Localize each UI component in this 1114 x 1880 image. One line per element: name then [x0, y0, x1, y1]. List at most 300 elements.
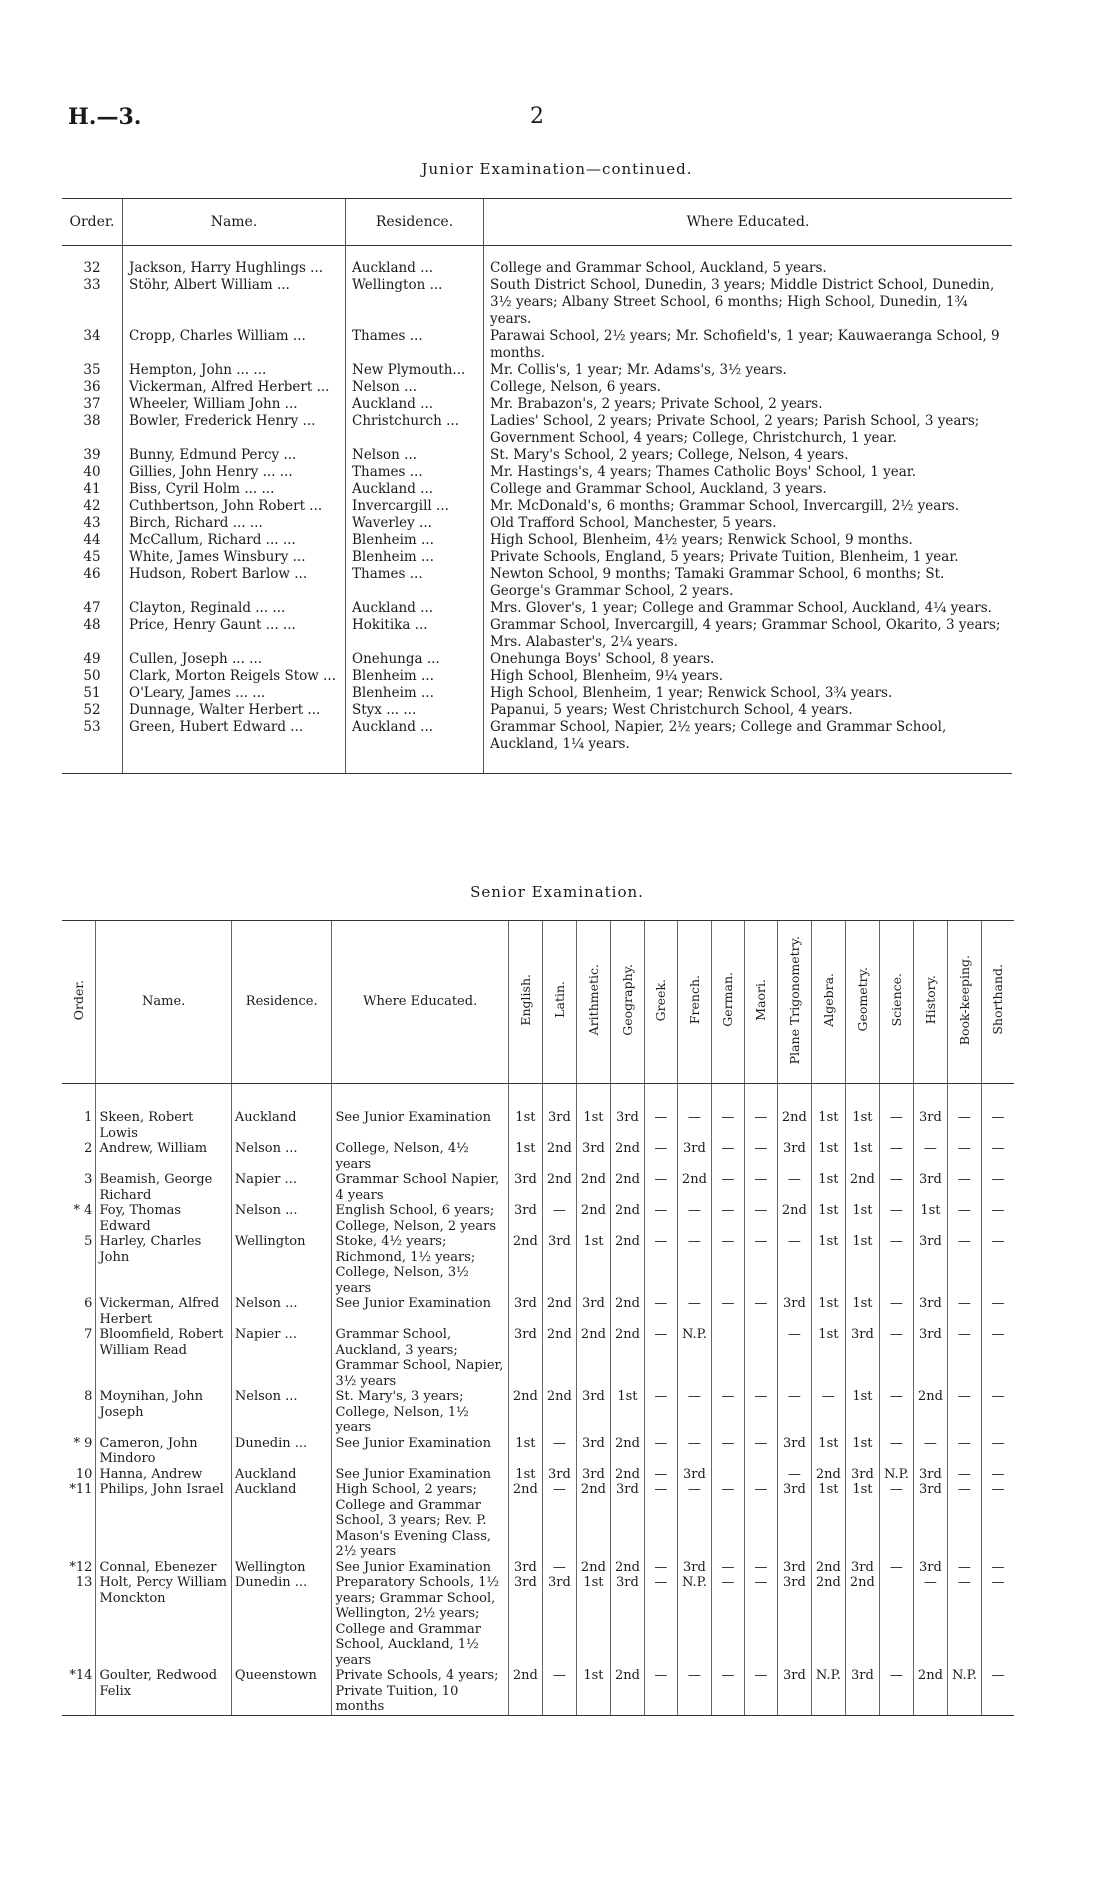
order-cell: 6: [84, 1296, 93, 1311]
educated-cell: Parawai School, 2½ years; Mr. Schofield's, 1 year; Kauwaeranga School, 9 months.: [484, 328, 1013, 362]
educated-cell: High School, 2 years; College and Grammar School, 3 years; Rev. P. Mason's Evening Class, 2½ years: [332, 1482, 508, 1560]
page-number: 2: [530, 104, 544, 129]
subject-label: Greek.: [653, 978, 669, 1021]
grade-cell: 3rd: [508, 1575, 542, 1668]
col-subject: [610, 921, 644, 1084]
order-cell: 46: [83, 566, 101, 582]
subject-label: Maori.: [753, 978, 769, 1021]
grade-cell: —: [711, 1141, 744, 1172]
order-cell: 45: [83, 549, 101, 565]
grade-cell: —: [744, 1234, 777, 1296]
educated-cell: High School, Blenheim, 4½ years; Renwick School, 9 months.: [484, 532, 1013, 549]
table-row: [62, 498, 1012, 515]
name-cell: Biss, Cyril Holm ... ...: [123, 481, 346, 498]
educated-cell: South District School, Dunedin, 3 years; Middle District School, Dunedin, 3½ years; Albany Street School, 6 months; High School, Dunedin, 1¾ years.: [484, 277, 1013, 328]
grade-cell: —: [711, 1482, 744, 1560]
grade-cell: 1st: [811, 1203, 845, 1234]
table-row: [62, 464, 1012, 481]
grade-cell: 3rd: [777, 1575, 811, 1668]
grade-cell: —: [981, 1172, 1014, 1203]
subject-label: French.: [686, 975, 702, 1025]
grade-cell: [879, 1575, 913, 1668]
subject-label: Shorthand.: [990, 964, 1006, 1036]
grade-cell: 3rd: [777, 1668, 811, 1715]
grade-cell: [744, 1327, 777, 1389]
grade-cell: —: [644, 1467, 677, 1483]
subject-label: Algebra.: [820, 972, 836, 1027]
grade-cell: —: [542, 1560, 576, 1576]
grade-cell: 2nd: [913, 1389, 947, 1436]
grade-cell: —: [744, 1482, 777, 1560]
name-cell: Wheeler, William John ...: [123, 396, 346, 413]
grade-cell: 1st: [845, 1203, 879, 1234]
residence-cell: Nelson ...: [346, 447, 484, 464]
educated-cell: Ladies' School, 2 years; Private School, 2 years; Parish School, 3 years; Government School, 4 years; College, Christchurch, 1 year.: [484, 413, 1013, 447]
name-cell: Cropp, Charles William ...: [123, 328, 346, 362]
order-cell: * 9: [73, 1435, 93, 1451]
col-subject: [913, 921, 947, 1084]
col-name: Name.: [96, 921, 231, 1084]
subject-label: Plane Trigonometry.: [786, 935, 802, 1064]
residence-cell: Auckland: [231, 1467, 332, 1483]
table-row: [62, 1467, 1014, 1483]
grade-cell: —: [711, 1389, 744, 1436]
grade-cell: [711, 1467, 744, 1483]
grade-cell: 1st: [845, 1110, 879, 1141]
order-cell: *12: [69, 1559, 93, 1575]
residence-cell: Thames ...: [346, 464, 484, 481]
grade-cell: 3rd: [845, 1668, 879, 1715]
grade-cell: 3rd: [845, 1467, 879, 1483]
grade-cell: 2nd: [542, 1389, 576, 1436]
grade-cell: 2nd: [576, 1560, 610, 1576]
grade-cell: 2nd: [610, 1141, 644, 1172]
table-row: [62, 566, 1012, 600]
name-cell: Hudson, Robert Barlow ...: [123, 566, 346, 600]
order-cell: 35: [83, 362, 101, 378]
grade-cell: —: [981, 1296, 1014, 1327]
grade-cell: —: [981, 1668, 1014, 1715]
grade-cell: —: [744, 1296, 777, 1327]
educated-cell: Grammar School, Auckland, 3 years; Grammar School, Napier, 3½ years: [332, 1327, 508, 1389]
residence-cell: Thames ...: [346, 328, 484, 362]
residence-cell: Nelson ...: [231, 1141, 332, 1172]
table-row: [62, 532, 1012, 549]
table-row: [62, 1389, 1014, 1436]
order-cell: 42: [83, 498, 101, 514]
grade-cell: —: [879, 1668, 913, 1715]
grade-cell: 1st: [845, 1141, 879, 1172]
grade-cell: 1st: [576, 1110, 610, 1141]
grade-cell: 3rd: [677, 1141, 711, 1172]
residence-cell: Nelson ...: [231, 1389, 332, 1436]
name-cell: Bowler, Frederick Henry ...: [123, 413, 346, 447]
grade-cell: —: [947, 1575, 981, 1668]
residence-cell: Auckland: [231, 1482, 332, 1560]
grade-cell: 3rd: [576, 1467, 610, 1483]
grade-cell: 1st: [508, 1110, 542, 1141]
educated-cell: See Junior Examination: [332, 1560, 508, 1576]
junior-table-body: [62, 246, 1012, 774]
grade-cell: 2nd: [777, 1203, 811, 1234]
name-cell: Cullen, Joseph ... ...: [123, 651, 346, 668]
grade-cell: —: [777, 1327, 811, 1389]
grade-cell: —: [644, 1668, 677, 1715]
grade-cell: 2nd: [610, 1436, 644, 1467]
table-row: [62, 1172, 1014, 1203]
grade-cell: —: [947, 1436, 981, 1467]
grade-cell: N.P.: [947, 1668, 981, 1715]
educated-cell: Preparatory Schools, 1½ years; Grammar School, Wellington, 2½ years; College and Grammar School, Auckland, 1½ years: [332, 1575, 508, 1668]
grade-cell: —: [677, 1436, 711, 1467]
residence-cell: Wellington: [231, 1234, 332, 1296]
educated-cell: Mr. Brabazon's, 2 years; Private School, 2 years.: [484, 396, 1013, 413]
grade-cell: 2nd: [610, 1560, 644, 1576]
name-cell: Jackson, Harry Hughlings ...: [123, 260, 346, 277]
grade-cell: 2nd: [811, 1560, 845, 1576]
educated-cell: St. Mary's, 3 years; College, Nelson, 1½ years: [332, 1389, 508, 1436]
grade-cell: —: [913, 1141, 947, 1172]
name-cell: Harley, Charles John: [96, 1234, 231, 1296]
grade-cell: —: [542, 1668, 576, 1715]
grade-cell: 1st: [576, 1234, 610, 1296]
name-cell: Cameron, John Mindoro: [96, 1436, 231, 1467]
grade-cell: —: [981, 1141, 1014, 1172]
name-cell: Gillies, John Henry ... ...: [123, 464, 346, 481]
table-row: [62, 1296, 1014, 1327]
grade-cell: 2nd: [542, 1327, 576, 1389]
grade-cell: 2nd: [610, 1296, 644, 1327]
residence-cell: Blenheim ...: [346, 532, 484, 549]
order-cell: 7: [84, 1327, 93, 1342]
educated-cell: Old Trafford School, Manchester, 5 years.: [484, 515, 1013, 532]
name-cell: Philips, John Israel: [96, 1482, 231, 1560]
educated-cell: Stoke, 4½ years; Richmond, 1½ years; College, Nelson, 3½ years: [332, 1234, 508, 1296]
grade-cell: —: [677, 1668, 711, 1715]
educated-cell: Onehunga Boys' School, 8 years.: [484, 651, 1013, 668]
grade-cell: 1st: [576, 1668, 610, 1715]
grade-cell: [711, 1327, 744, 1389]
subject-label: Latin.: [551, 981, 567, 1019]
subject-label: Geography.: [619, 963, 635, 1036]
col-order: [62, 921, 96, 1084]
order-cell: * 4: [73, 1203, 93, 1218]
col-subject: [677, 921, 711, 1084]
grade-cell: —: [644, 1141, 677, 1172]
grade-cell: —: [947, 1110, 981, 1141]
order-cell: *11: [69, 1482, 93, 1497]
residence-cell: Blenheim ...: [346, 549, 484, 566]
table-row: [62, 362, 1012, 379]
grade-cell: 1st: [811, 1110, 845, 1141]
residence-cell: Queenstown: [231, 1668, 332, 1715]
subject-label: Book-keeping.: [956, 954, 972, 1045]
senior-exam-table: [62, 920, 1014, 1716]
subject-label: Arithmetic.: [585, 964, 601, 1036]
residence-cell: Hokitika ...: [346, 617, 484, 651]
grade-cell: —: [644, 1327, 677, 1389]
name-cell: Stöhr, Albert William ...: [123, 277, 346, 328]
grade-cell: —: [644, 1234, 677, 1296]
grade-cell: —: [981, 1436, 1014, 1467]
table-row: [62, 1203, 1014, 1234]
name-cell: Andrew, William: [96, 1141, 231, 1172]
grade-cell: —: [644, 1110, 677, 1141]
order-cell: 39: [83, 447, 101, 463]
educated-cell: High School, Blenheim, 9¼ years.: [484, 668, 1013, 685]
grade-cell: 2nd: [913, 1668, 947, 1715]
table-row: [62, 515, 1012, 532]
grade-cell: —: [981, 1482, 1014, 1560]
grade-cell: 2nd: [576, 1327, 610, 1389]
grade-cell: —: [644, 1296, 677, 1327]
table-row: [62, 1482, 1014, 1560]
grade-cell: 3rd: [542, 1110, 576, 1141]
educated-cell: Mr. McDonald's, 6 months; Grammar School, Invercargill, 2½ years.: [484, 498, 1013, 515]
table-row: [62, 651, 1012, 668]
grade-cell: —: [744, 1560, 777, 1576]
subject-label: German.: [720, 972, 736, 1028]
educated-cell: Papanui, 5 years; West Christchurch School, 4 years.: [484, 702, 1013, 719]
order-cell: 8: [84, 1389, 93, 1404]
grade-cell: 3rd: [913, 1234, 947, 1296]
subject-label: English.: [517, 973, 533, 1026]
order-cell: 32: [83, 260, 101, 276]
residence-cell: Auckland ...: [346, 719, 484, 753]
residence-cell: Blenheim ...: [346, 685, 484, 702]
name-cell: Cuthbertson, John Robert ...: [123, 498, 346, 515]
grade-cell: —: [981, 1327, 1014, 1389]
grade-cell: —: [777, 1389, 811, 1436]
grade-cell: —: [879, 1482, 913, 1560]
name-cell: Vickerman, Alfred Herbert ...: [123, 379, 346, 396]
grade-cell: —: [947, 1389, 981, 1436]
name-cell: Connal, Ebenezer: [96, 1560, 231, 1576]
grade-cell: 2nd: [542, 1172, 576, 1203]
grade-cell: —: [981, 1234, 1014, 1296]
residence-cell: Wellington: [231, 1560, 332, 1576]
name-cell: Bunny, Edmund Percy ...: [123, 447, 346, 464]
table-row: [62, 685, 1012, 702]
grade-cell: —: [811, 1389, 845, 1436]
grade-cell: 2nd: [542, 1296, 576, 1327]
col-residence: Residence.: [231, 921, 332, 1084]
grade-cell: —: [879, 1141, 913, 1172]
grade-cell: 1st: [811, 1436, 845, 1467]
grade-cell: 3rd: [508, 1172, 542, 1203]
grade-cell: —: [744, 1668, 777, 1715]
residence-cell: Blenheim ...: [346, 668, 484, 685]
name-cell: Clark, Morton Reigels Stow ...: [123, 668, 346, 685]
order-cell: 50: [83, 668, 101, 684]
grade-cell: —: [879, 1172, 913, 1203]
order-cell: 37: [83, 396, 101, 412]
grade-cell: 3rd: [576, 1436, 610, 1467]
order-cell: 3: [84, 1172, 93, 1187]
grade-cell: —: [542, 1482, 576, 1560]
grade-cell: 2nd: [576, 1203, 610, 1234]
grade-cell: 2nd: [508, 1668, 542, 1715]
order-cell: 48: [83, 617, 101, 633]
residence-cell: Wellington ...: [346, 277, 484, 328]
grade-cell: 1st: [811, 1296, 845, 1327]
name-cell: White, James Winsbury ...: [123, 549, 346, 566]
residence-cell: Nelson ...: [346, 379, 484, 396]
grade-cell: 1st: [845, 1296, 879, 1327]
grade-cell: 1st: [845, 1234, 879, 1296]
educated-cell: College, Nelson, 4½ years: [332, 1141, 508, 1172]
grade-cell: 3rd: [508, 1203, 542, 1234]
grade-cell: 1st: [811, 1141, 845, 1172]
grade-cell: 2nd: [508, 1234, 542, 1296]
order-cell: 1: [84, 1110, 93, 1125]
grade-cell: —: [947, 1482, 981, 1560]
order-cell: 49: [83, 651, 101, 667]
table-row: [62, 549, 1012, 566]
grade-cell: 3rd: [913, 1296, 947, 1327]
grade-cell: 3rd: [845, 1560, 879, 1576]
order-cell: 5: [84, 1234, 93, 1249]
name-cell: Dunnage, Walter Herbert ...: [123, 702, 346, 719]
grade-cell: —: [744, 1203, 777, 1234]
grade-cell: 3rd: [677, 1560, 711, 1576]
senior-table-body: [62, 1084, 1014, 1716]
junior-exam-title: Junior Examination—continued.: [421, 160, 693, 178]
grade-cell: 3rd: [542, 1234, 576, 1296]
residence-cell: Styx ... ...: [346, 702, 484, 719]
grade-cell: —: [879, 1234, 913, 1296]
grade-cell: 2nd: [610, 1172, 644, 1203]
name-cell: Goulter, Redwood Felix: [96, 1668, 231, 1715]
grade-cell: 3rd: [777, 1296, 811, 1327]
name-cell: Foy, Thomas Edward: [96, 1203, 231, 1234]
grade-cell: —: [711, 1296, 744, 1327]
grade-cell: 3rd: [777, 1560, 811, 1576]
grade-cell: —: [677, 1234, 711, 1296]
col-subject: [879, 921, 913, 1084]
grade-cell: 2nd: [542, 1141, 576, 1172]
grade-cell: 3rd: [777, 1141, 811, 1172]
grade-cell: —: [542, 1436, 576, 1467]
subject-label: Geometry.: [854, 967, 870, 1033]
grade-cell: 2nd: [610, 1467, 644, 1483]
table-row: [62, 481, 1012, 498]
table-row: [62, 413, 1012, 447]
grade-cell: —: [947, 1172, 981, 1203]
grade-cell: —: [677, 1296, 711, 1327]
order-cell: 44: [83, 532, 101, 548]
table-row: [62, 1327, 1014, 1389]
grade-cell: —: [879, 1560, 913, 1576]
order-cell: 40: [83, 464, 101, 480]
residence-cell: Nelson ...: [231, 1296, 332, 1327]
grade-cell: 2nd: [610, 1203, 644, 1234]
grade-cell: —: [744, 1575, 777, 1668]
grade-cell: —: [981, 1110, 1014, 1141]
grade-cell: —: [744, 1172, 777, 1203]
grade-cell: —: [644, 1172, 677, 1203]
name-cell: Bloomfield, Robert William Read: [96, 1327, 231, 1389]
grade-cell: —: [677, 1389, 711, 1436]
grade-cell: 3rd: [542, 1575, 576, 1668]
grade-cell: 3rd: [508, 1327, 542, 1389]
col-subject: [811, 921, 845, 1084]
col-order-label: Order.: [70, 979, 86, 1020]
table-row: [62, 702, 1012, 719]
educated-cell: See Junior Examination: [332, 1436, 508, 1467]
table-row: [62, 668, 1012, 685]
table-row: [62, 1436, 1014, 1467]
order-cell: 47: [83, 600, 101, 616]
grade-cell: N.P.: [677, 1327, 711, 1389]
table-row: [62, 617, 1012, 651]
grade-cell: 2nd: [610, 1668, 644, 1715]
grade-cell: —: [879, 1436, 913, 1467]
grade-cell: 2nd: [677, 1172, 711, 1203]
grade-cell: —: [677, 1203, 711, 1234]
grade-cell: 3rd: [913, 1327, 947, 1389]
grade-cell: 3rd: [913, 1467, 947, 1483]
subject-label: Science.: [888, 973, 904, 1027]
grade-cell: —: [777, 1172, 811, 1203]
col-where-educated: Where Educated.: [484, 199, 1013, 246]
grade-cell: —: [744, 1141, 777, 1172]
residence-cell: Thames ...: [346, 566, 484, 600]
col-subject: [542, 921, 576, 1084]
grade-cell: —: [777, 1467, 811, 1483]
residence-cell: Napier ...: [231, 1327, 332, 1389]
order-cell: 13: [75, 1575, 93, 1590]
grade-cell: 3rd: [777, 1436, 811, 1467]
col-subject: [711, 921, 744, 1084]
grade-cell: [744, 1467, 777, 1483]
grade-cell: —: [711, 1234, 744, 1296]
table-row: [62, 1575, 1014, 1668]
educated-cell: Grammar School Napier, 4 years: [332, 1172, 508, 1203]
educated-cell: Private Schools, 4 years; Private Tuition, 10 months: [332, 1668, 508, 1715]
residence-cell: Dunedin ...: [231, 1575, 332, 1668]
name-cell: Green, Hubert Edward ...: [123, 719, 346, 753]
name-cell: Birch, Richard ... ...: [123, 515, 346, 532]
grade-cell: —: [879, 1389, 913, 1436]
grade-cell: —: [644, 1560, 677, 1576]
educated-cell: Grammar School, Napier, 2½ years; College and Grammar School, Auckland, 1¼ years.: [484, 719, 1013, 753]
table-row: [62, 719, 1012, 753]
grade-cell: —: [644, 1203, 677, 1234]
col-subject: [777, 921, 811, 1084]
grade-cell: 1st: [610, 1389, 644, 1436]
residence-cell: Nelson ...: [231, 1203, 332, 1234]
senior-exam-title: Senior Examination.: [470, 883, 644, 901]
grade-cell: 1st: [508, 1467, 542, 1483]
educated-cell: College and Grammar School, Auckland, 5 years.: [484, 260, 1013, 277]
grade-cell: N.P.: [879, 1467, 913, 1483]
residence-cell: Waverley ...: [346, 515, 484, 532]
col-subject: [744, 921, 777, 1084]
order-cell: 51: [83, 685, 101, 701]
residence-cell: Auckland: [231, 1110, 332, 1141]
table-row: [62, 328, 1012, 362]
grade-cell: 1st: [576, 1575, 610, 1668]
grade-cell: —: [677, 1110, 711, 1141]
grade-cell: 3rd: [777, 1482, 811, 1560]
residence-cell: Auckland ...: [346, 396, 484, 413]
residence-cell: Auckland ...: [346, 260, 484, 277]
residence-cell: Invercargill ...: [346, 498, 484, 515]
grade-cell: —: [947, 1234, 981, 1296]
grade-cell: —: [711, 1172, 744, 1203]
grade-cell: 2nd: [845, 1575, 879, 1668]
